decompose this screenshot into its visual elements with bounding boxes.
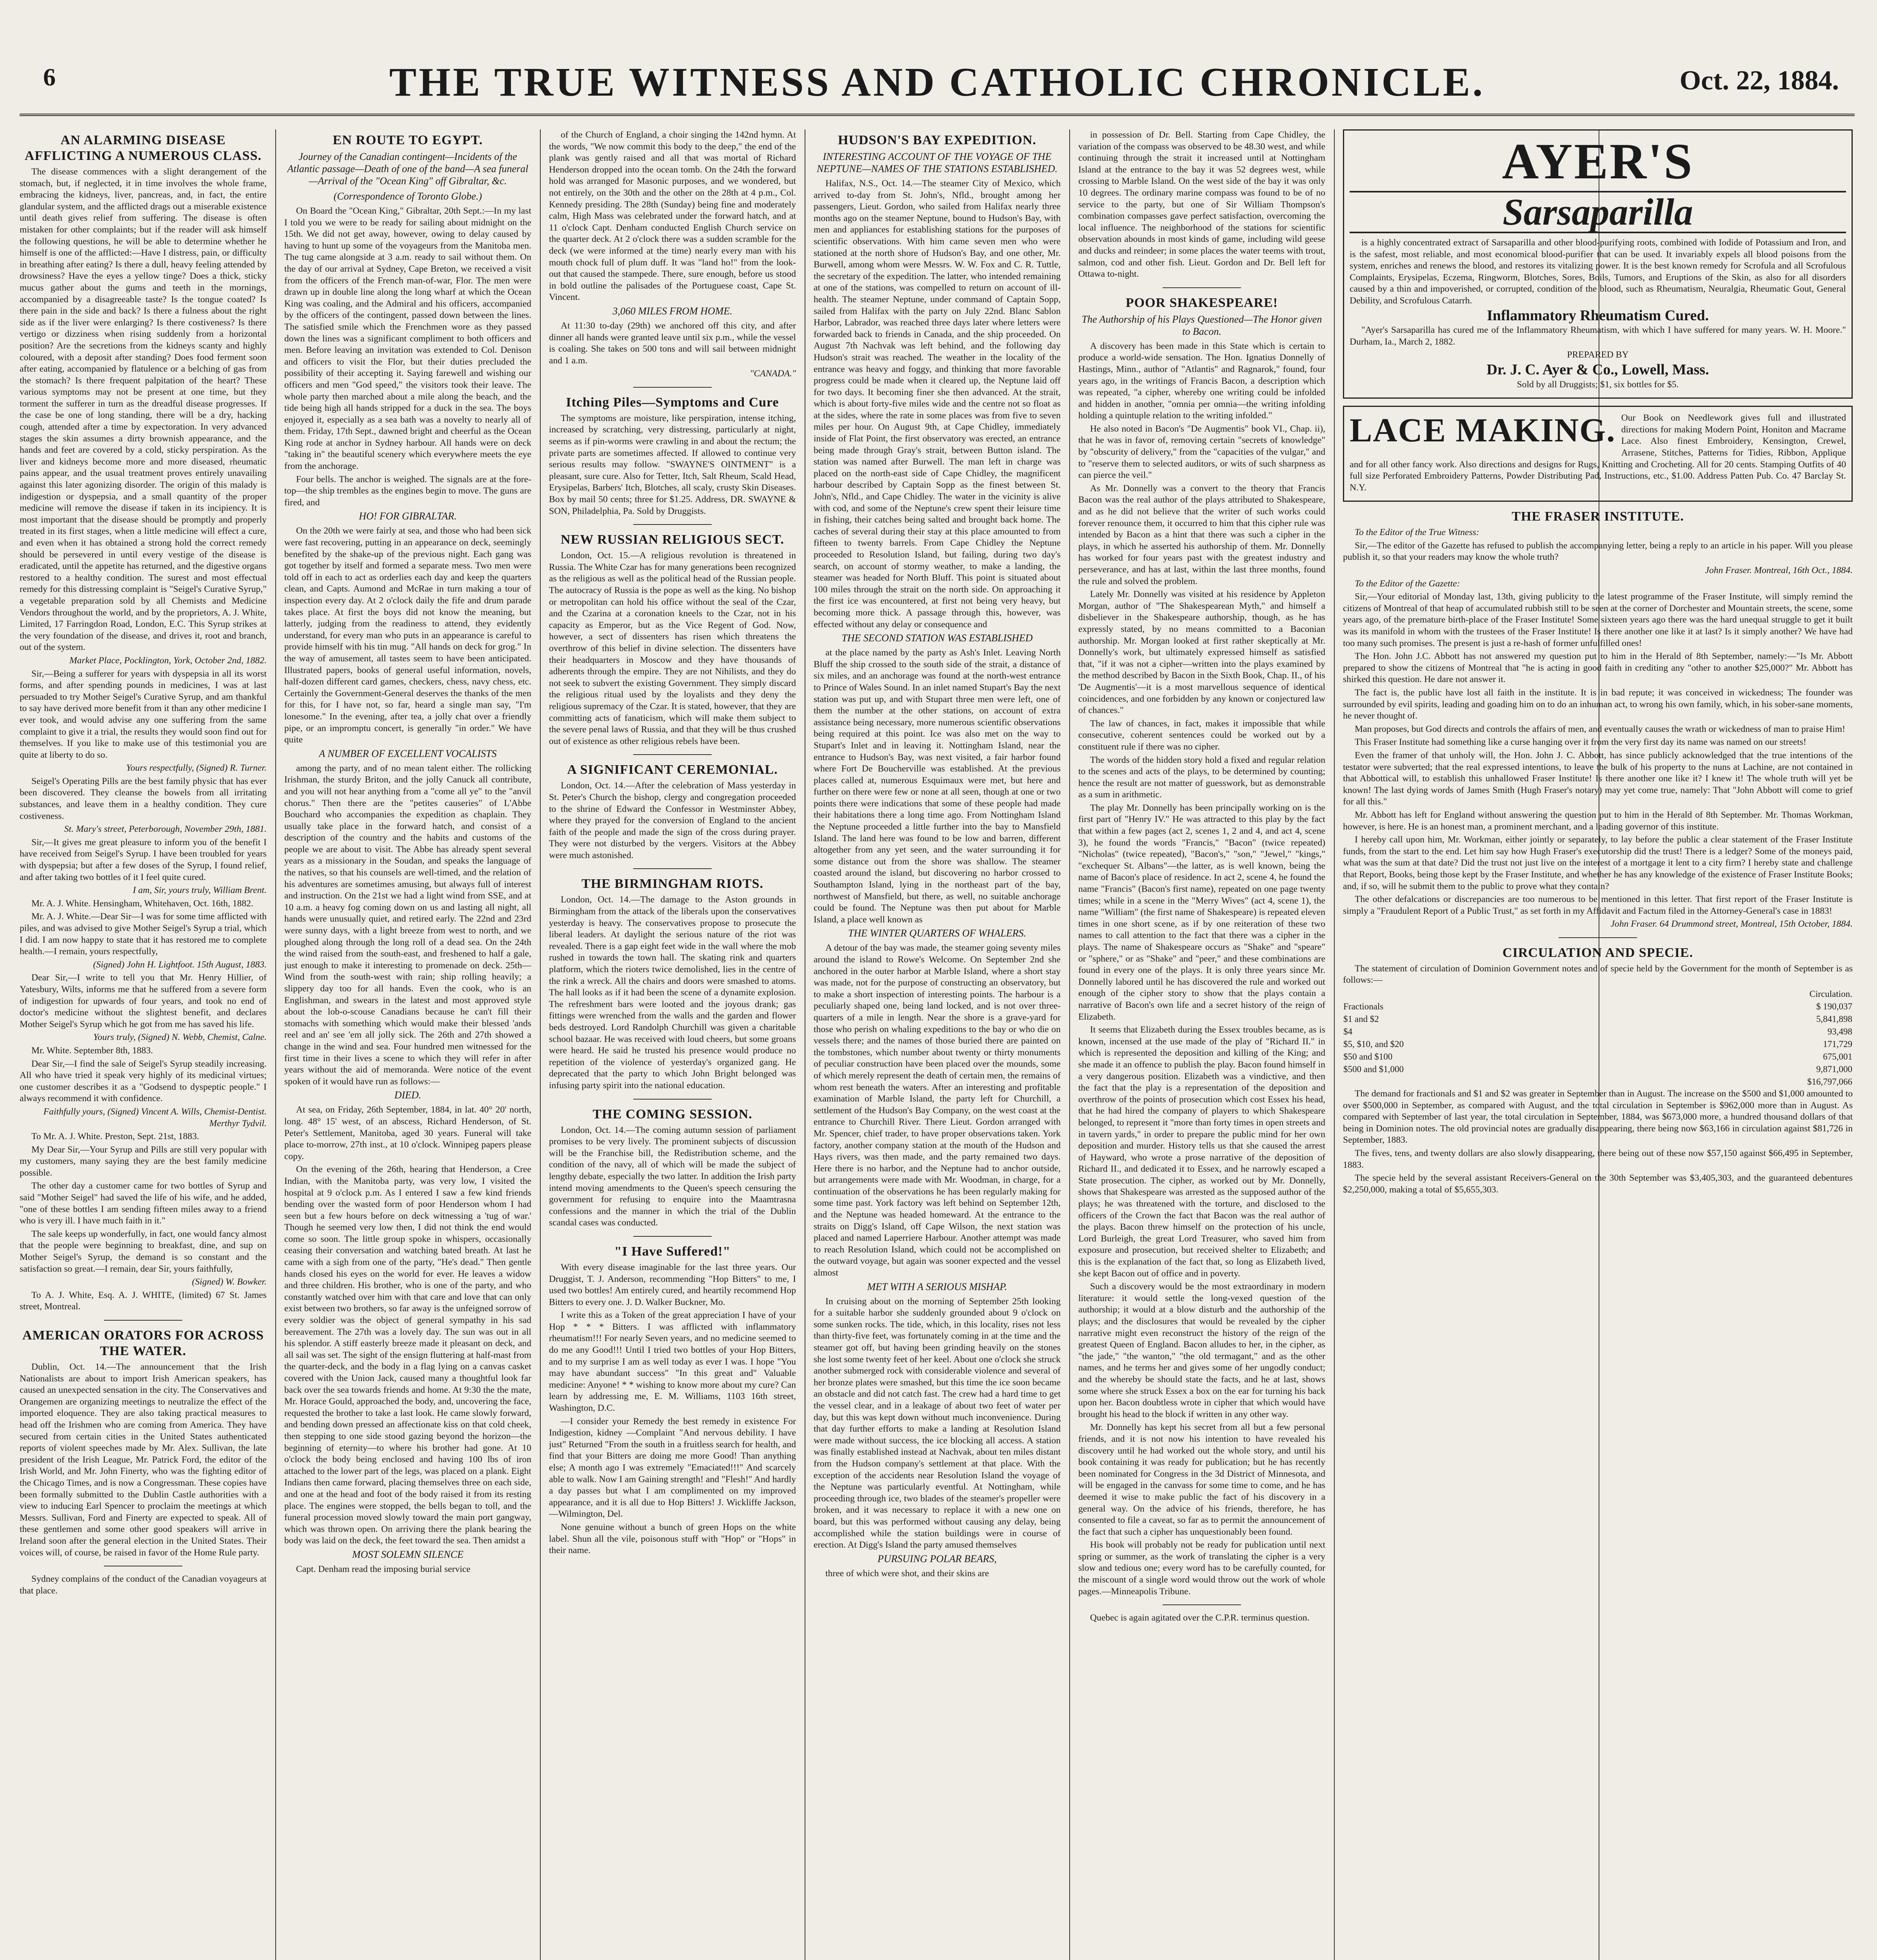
article-paragraph: The Hon. John J.C. Abbott has not answered my question put to him in the Herald of 8th September, namely:—"Is Mr. Abbott prepared to show the citizens of Montreal that "he is acting in good faith in crediting any "other to another $25,000?" Mr. Abbott has shirked this question. He dare not answer it.: [1343, 651, 1853, 685]
table-cell-label: $500 and $1,000: [1343, 1064, 1404, 1074]
article-paragraph: London, Oct. 14.—The damage to the Aston grounds in Birmingham from the attack of the liberals upon the conservatives yesterday is heavy. The conservatives propose to prosecute the liberal leaders. At daylight the serious nature of the riot was revealed. There is a gap eight feet wide in the wall where the mob rushed in towards the town hall. The skating rink and quarters platform, which the rioters twice demolished, lies in the centre of the rink a wreck. All the chairs and doors were smashed to atoms. The hall looks as if it had been the scene of a dynamite explosion. The refreshment bars were looted and the joyous drank; gas fittings were wrenched from the walls and the garden and flower beds destroyed. Lord Randolph Churchill was given a charitable school bazaar. He was received with loud cheers, but some groans were heard. He said he trusted his presence would produce no repetition of the violence of yesterday's organized gang. He deprecated that the party to which John Bright belonged was infusing party spirit into the national education.: [549, 895, 796, 1091]
article-paragraph: Lately Mr. Donnelly was visited at his residence by Appleton Morgan, author of "The Shakespearean Myth," and himself a disbeliever in the Shakespeare authorship, though, as he has expressly stated, by no means committed to a Baconian authorship. Mr. Morgan looked at first rather skeptically at Mr. Donnelly's work, but ultimately expressed himself as satisfied that, "if it was not a cipher—written into the plays examined by the method described by Bacon in the Sixth Book, Chap. II., of his 'De Augmentis'—it is a most marvellous sequence of identical coincidences, and one forbidden by any known or conjectured law of chances.": [1078, 589, 1325, 716]
article-headline: POOR SHAKESPEARE!: [1125, 295, 1278, 310]
section-divider: [633, 1236, 712, 1237]
article-paragraph: The demand for fractionals and $1 and $2 was greater in September than in August. The increase on the $500 and $1,000 amounted to over $500,000 in September, as compared with August, and the total circulation in September is $962,000 more than in August. As compared with September of last year, the total circulation in September, 1884, was $673,000 more, a hundred thousand dollars of that being in Dominion notes. The old provincial notes are gradually disappearing, there being now $63,166 in circulation against $81,726 in September, 1883.: [1343, 1089, 1853, 1145]
article-headline: A SIGNIFICANT CEREMONIAL.: [567, 762, 778, 777]
section-subheading: PURSUING POLAR BEARS,: [877, 1553, 997, 1564]
article-paragraph: This Fraser Institute had something like a curse hanging over it from the very first day its name was named on our streets!: [1355, 737, 1806, 748]
circulation-table: [1343, 988, 1853, 1088]
column-5: [1078, 129, 1325, 1960]
article-paragraph: Quebec is again agitated over the C.P.R. terminus question.: [1090, 1613, 1310, 1623]
ad-brand-title: AYER'S: [1502, 133, 1694, 190]
letter-signature: Faithfully yours, (Signed) Vincent A. Wills, Chemist-Dentist. Merthyr Tydvil.: [43, 1106, 267, 1129]
letter-signature: John Fraser. Montreal, 16th Oct., 1884.: [1705, 565, 1853, 576]
article-paragraph: among the party, and of no mean talent either. The rollicking Irishman, the sturdy Briton, and the jolly Canuck all contribute, and you will not hear anything from a "come all ye" to the "anvil chorus." Then there are the "petites causeries" of L'Abbe Bouchard who accompanies the expedition as chaplain. They usually take place in the forward hatch, and consist of a description of the country and the habits and customs of the people we are about to visit. The Abbe has already spent several years as a missionary in the Soudan, and speaks the language of the natives, so that his counsels are well-timed, and the relation of his adventures are sometimes amusing, but always full of interest and instruction. On the 21st we had a light wind from SSE, and at 10 a.m. a heavy fog coming down on us and lasting all night, all hands were unusually quiet, and retired early. The 22nd and 23rd were sunny days, with a light breeze from west to north, and we ploughed along through the long roll of a dead sea. On the 24th the wind raised from the south-east, and freshened to half a gale, just enough to make it interesting to promenade on deck. 25th—Wind from the south-west with rain; ship rolling heavily; a slippery day too for all hands. Even the cook, who is an Englishman, and swears in the latest and most approved style about the lob-o-scouse Canadians because he can't fill their stomachs with something which would make their blessed 'ands reel and an' see 'em all jolly sick. The 26th and 27th showed a change in the wind and sea. Four hundred men witnessed for the first time in their lives a scene to which they will refer in after years without the aid of memoranda. Were notice of the event spoken of it would have run as follows:—: [284, 763, 531, 1087]
advertisement-headline: "I Have Suffered!": [614, 1244, 731, 1259]
letter-signature: (Signed) John H. Lightfoot. 15th August, 1883.: [93, 959, 267, 970]
article-paragraph: Sydney complains of the conduct of the Canadian voyageurs at that place.: [20, 1574, 267, 1596]
article-paragraph: Sir,—Your editorial of Monday last, 13th, giving publicity to the latest programme of the Fraser Institute, will simply remind the citizens of Montreal of that heap of accumulated rubbish still to be seen at the corner of Dorchester and Mountain streets, the scene, some years ago, of the premature birth-place of the Fraser Institute! Some sixteen years ago there was the hard unequal struggle to get it built was its manifold in whom with the trustees of the Fraser Institute! Is there another one like it at last? Is it simply another? We have had too many such promises. The present is just a re-hash of former unfulfilled ones!: [1343, 592, 1853, 648]
section-subheading: THE SECOND STATION WAS ESTABLISHED: [841, 632, 1033, 644]
column-rule: [1069, 129, 1070, 1960]
article-paragraph: A discovery has been made in this State which is certain to produce a world-wide sensation. The Hon. Ignatius Donnelly of Hastings, Minn., author of "Atlantis" and Ragnarok," found, four years ago, in the writings of Francis Bacon, a description which was repeated, "a cipher, whereby one writing could be infolded and hidden in another, "omnia per omnia—the writing infolding holding a quintuple relation to the writing infolded.": [1078, 341, 1325, 421]
article-paragraph: It seems that Elizabeth during the Essex troubles became, as is known, incensed at the use made of the play of "Richard II." in which is represented the deposition and killing of the King; and she made it an offence to publish the play. Bacon found himself in a very dangerous position. Elizabeth was a vindictive, and then the fact that the play is a representation of the deposition and overthrow of the points of prosecution which cost Essex his head, that he had hired the company of players to which Shakespeare belonged, to represent it "more than forty times in open streets and in tavern yards," in order to prepare the public mind for her own deposition and murder. History tells us that she caused the arrest of Hayward, who wrote a prose narrative of the deposition of Richard II., and dedicated it to Essex, and he narrowly escaped a State prosecution. The cipher, as worked out by Mr. Donnelly, shows that Shakespeare was arrested as the supposed author of the plays; he was threatened with the torture, and disclosed to the officers of the Crown the fact that Bacon was the real author of the plays. Bacon threw himself on the protection of his uncle, Lord Burleigh, the great Lord Treasurer, who saved him from exposure and prosecution, but received shelter to Elizabeth; and this is the explanation of the fact that, so long as Elizabeth lived, she kept Bacon out of office and in poverty.: [1078, 1025, 1325, 1279]
advertisement-text: With every disease imaginable for the last three years. Our Druggist, T. J. Anderson, recommending "Hop Bitters" to me, I used two bottles! Am entirely cured, and heartily recommend Hop Bitters to every one. J. D. Walker Buckner, Mo.: [549, 1262, 796, 1307]
column-1: [20, 129, 267, 1960]
article-paragraph: The play Mr. Donnelly has been principally working on is the first part of "Henry IV." He was attracted to this play by the fact that within a few pages (act 2, scenes 1, 2 and 4, and act 4, scene 3), he found the words "Francis," "Bacon" (twice repeated) "Nicholas" (twice repeated), "Bacon's," "son," "Jewel," "kings," "exchequer St. Albans"—the latter, as is well known, being the name of Bacon's place of residence. In act 2, scene 4, he found the name "Francis" (Bacon's first name), repeated on one page twenty times; while in a scene in the "Merry Wives" (act 4, scene 1), the name "William" (the first name of Shakespeare) is repeated eleven times in one short scene, as if by one reiteration of these two names to call attention to the fact that there was a cipher in the plays. The name of Shakespeare occurs as "Shake" and "speare" or "sphere," or as "Shake" and "peer," and these combinations are found in every one of the plays. It is only three years since Mr. Donnelly labored until he has discovered the rule and worked out enough of the cipher story to show that the plays contain a narrative of Bacon's own life and a secret history of the reign of Elizabeth.: [1078, 802, 1325, 1022]
newspaper-page: [20, 16, 1855, 1960]
article-paragraph: On Board the "Ocean King," Gibraltar, 20th Sept.:—In my last I told you we were to be ready for sailing about midnight on the 15th. We did not get away, however, owing to delay caused by having to hunt up some of the voyageurs from the Manitoba men. The tug came alongside at 3 a.m. ready to sail without them. On the day of our arrival at Sydney, Cape Breton, we received a visit from the officers of the French man-of-war, Flor. The men were drawn up in double line along the long wharf at which the Ocean King was coaling, and the Admiral and his officers, accompanied by the officers of the contingent, passed down between the lines. The satisfied smile which the Frenchmen wore as they passed down the lines was a significant compliment to both officers and men. Before leaving an invitation was extended to Col. Denison and officers to visit the Flor, but their duties precluded the possibility of their accepting it. Saying farewell and wishing our officers and men "God speed," the visitors took their leave. The whole party then marched about a mile along the beach, and the tide being high all hands stripped for a duck in the sea. The boys enjoyed it, especially as a sea bath was a novelty to nearly all of them. Friday, 17th Sept., dawned bright and cheerful as the Ocean King rode at anchor in Sydney harbour. All hands were on deck "taking in" the beautiful scenery which everywhere meets the eye from the anchorage.: [284, 206, 531, 472]
table-cell-value: $ 190,037: [1816, 1002, 1852, 1012]
section-subheading: A NUMBER OF EXCELLENT VOCALISTS: [319, 748, 497, 759]
letter-salutation: To the Editor of the True Witness:: [1355, 527, 1479, 538]
section-divider: [1163, 287, 1241, 288]
article-paragraph: Capt. Denham read the imposing burial service: [296, 1564, 471, 1574]
article-paragraph: Dublin, Oct. 14.—The announcement that the Irish Nationalists are about to import Irish American speakers, has caused an unexpected sensation in the city. The Conservatives and Orangemen are organizing meetings to neutralize the effect of the imported eloquence. They are also taking practical measures to head off the Irishmen who are coming from America. They have secured from certain cities in the United States authenticated reports of violent speeches made by Mr. Alex. Sullivan, the late president of the Irish League, Mr. Patrick Ford, the editor of the Irish World, and Mr. John Finerty, who was the fighting editor of the Chicago Times, and is now a Congressman. These copies have been formally submitted to the Dublin Castle authorities with a view to inducing Earl Spencer to proclaim the meetings at which Messrs. Sullivan, Ford and Finerty are expected to speak. All of these gentlemen and some other good speakers will arrive in Ireland soon after the general election in the United States. Their voices will, of course, be raised in favor of the Home Rule party.: [20, 1362, 267, 1558]
article-headline: CIRCULATION AND SPECIE.: [1502, 945, 1693, 960]
article-paragraph: at the place named by the party as Ash's Inlet. Leaving North Bluff the ship crossed to the south side of the strait, a distance of six miles, and an anchorage was found at the north-west entrance to Prince of Wales Sound. In an inlet named Stupart's Bay the next station was put up, and with Stupart three men were left, one of them the number at the other stations, on account of extra assistance being necessary, more numerous scientific observations being required at this point. Ice was also met on the way to Stupart's Inlet and in leaving it. Nottingham Island, near the entrance to Hudson's Bay, was next visited, a fair harbor found where Fort De Boucherville was established. At the previous places called at, numerous Esquimaux were met, but here and further on there were few or none at all seen, though at one or two points there were indications that some of these people had made their habitations there a long time ago. From Nottingham Island the Neptune proceeded a little further into the bay to Mansfield Island. The land here was found to be low and barren, different altogether from any yet seen, and the water surrounding it for some distance out from the shore was shallow. The steamer coasted around the island, but discovering no harbor crossed to Southampton Island, lying in the northeast part of the bay, northwest of Mansfield, but there, as well, no suitable anchorage could be found. The Neptune was then put about for Marble Island, a place well known as: [814, 648, 1061, 925]
article-paragraph: Such a discovery would be the most extraordinary in modern literature: it would settle the long-vexed question of the authorship; it would at a blow disturb and the authorship of the plays; and the disclosures that would be revealed by the cipher narrative might even reconstruct the history of the reign of the greatest Queen of England. Bacon alludes to her, in the cipher, as "the jade," "the wanton," "the old termagant," and as the other names, and he terms her and gives some of her ungodly conduct; and the whereby be should state the facts, and he at last, shows some where she struck Essex a box on the ear for turning his back upon her. Bacon doubtless wrote in cipher that which would have brought his head to the block if written in any other way.: [1078, 1281, 1325, 1419]
column-3: [549, 129, 796, 1960]
article-paragraph: He also noted in Bacon's "De Augmentis" book VI., Chap. ii), that he was in favor of, removing certain "secrets of knowledge" by "obscurity of delivery," from the "capacities of the vulgar," and to "reserve them to selected auditors, or wits of such sharpness as can pierce the veil.": [1078, 423, 1325, 481]
letter-signature: Yours truly, (Signed) N. Webb, Chemist, Calne.: [93, 1032, 267, 1043]
article-paragraph: At sea, on Friday, 26th September, 1884, in lat. 40° 20' north, long. 48° 15' west, of an abscess, Richard Henderson, of St. Peter's Settlement, Manitoba, aged 30 years. Funeral will take place to-morrow, 27th inst., at 10 o'clock. Winnipeg papers please copy.: [284, 1105, 531, 1161]
article-paragraph: Sir,—The editor of the Gazette has refused to publish the accompanying letter, being a reply to an article in his paper. Will you please publish it, so that your readers may know the whole truth?: [1343, 540, 1853, 563]
article-paragraph: On the evening of the 26th, hearing that Henderson, a Cree Indian, with the Manitoba party, was very low, I visited the hospital at 9 o'clock p.m. As I entered I saw a few kind friends bending over the wasted form of poor Henderson whom I had seen but a few hours before on deck witnessing a 'tug of war.' Though he seemed very low then, I did not think the end would come so soon. The little group spoke in whispers, occasionally ceasing their conversation and watching bated breath. At last he came with a sigh from one of the party, "He's dead." Then gentle hands closed his eyes on the world for ever. He leaves a widow and three children. His brother, who is one of the party, and who constantly watched over him with that care and love that can only exist between two brothers, so far away is the unfeigned sorrow of every soldier was the object of general sympathy in his sad bereavement. The 27th was a lovely day. The sun was out in all his splendor. A stiff easterly breeze made it pleasant on deck, and all sail was set. The sight of the ensign fluttering at half-mast from the quarter-deck, and the body in a flag lying on a canvas casket covered with the Union Jack, caused many a thoughtful look far back over the sea towards friends and home. At 9:30 the the mate, Mr. Horace Gould, approached the body, and, uncovering the face, requested the brother to take a last look. He came slowly forward, and bending down pressed an affectionate kiss on that cold cheek, then stepping to one side stood gazing beyond the horizon—the beginning of eternity—to where his brother had gone. At 10 o'clock the body being enclosed and having 100 lbs of iron attached to the lower part of the legs, was placed on a plank. Eight Indians then came forward, placing themselves three on each side, and one at the head and foot of the body raised it from its resting place. The engines were stopped, the bells began to toll, and the funeral procession moved slowly toward the main port gangway, which was thrown open. On arriving there the plank bearing the body was laid on the deck, the feet toward the sea. Then amidst a: [284, 1164, 531, 1546]
article-paragraph: On the 20th we were fairly at sea, and those who had been sick were fast recovering, putting in an appearance on deck, seemingly benefited by the shake-up of the previous night. Each gang was got together by itself and formed a separate mess. Two men were told off in each to act as orderlies each day and keep the quarters clean, and Capts. Aumond and McRae in turn making a tour of inspection every day. At 2 o'clock daily the fife and drum parade takes place. At first the boys did not know the meaning, but latterly, judging from the readiness to attend, they evidently understand, for every man who puts in an appearance is careful to provide himself with his tin mug. "All hands on deck for grog." In the way of amusement, all tastes seem to have been anticipated. Illustrated papers, books of general useful information, novels, half-dozen different card games, checkers, chess, navy chess, etc. Certainly the Government-General deserves the thanks of the men for this, for I have not, so far, heard a single man say, "I'm lonesome." In the evening, after tea, a jolly chat over a friendly pipe, or an impromptu concert, is generally "in order." We have quite: [284, 526, 531, 745]
table-row: [1343, 1038, 1853, 1051]
advertisement-text: I write this as a Token of the great appreciation I have of your Hop * * * Bitters. I was afflicted with inflammatory rheumatism!!! For nearly Seven years, and no medicine seemed to do me any Good!!! Until I tried two bottles of your Hop Bitters, and to my surprise I am as well today as ever I was. I hope "You may have abundant success" "In this great and" Valuable medicine: Anyone! * * wishing to know more about my cure? Can learn by addressing me, E. M. Williams, 1103 16th street, Washington, D.C.: [549, 1310, 796, 1414]
article-paragraph: The symptoms are moisture, like perspiration, intense itching, increased by scratching, very distressing, particularly at night, seems as if pin-worms were crawling in and about the rectum; the private parts are sometimes affected. If allowed to continue very serious results may follow. "SWAYNE'S OINTMENT" is a pleasant, sure cure. Also for Tetter, Itch, Salt Rheum, Scald Head, Erysipelas, Barbers' Itch, Blotches, all scaly, crusty Skin Diseases. Box by mail 50 cents; three for $1.25. Address, DR. SWAYNE & SON, Philadelphia, Pa. Sold by Druggists.: [549, 413, 796, 516]
advertisement-text: Our Book on Needlework gives full and illustrated directions for making Modern Point, Honiton and Macrame Lace. Also finest Embroidery, Kensington, Crewel, Arrasene, Stitches, Patterns for Tidies, Ribbon, Applique and for all other fancy work. Also directions and designs for Rugs, Knitting and Crocheting. All for 20 cents. Stamping Outfits of 40 full size Perforated Embroidery Patterns, Powder Distributing Pad, Instructions, etc., $1.00. Address Patten Pub. Co. 47 Barclay St. N.Y.: [1350, 413, 1846, 493]
article-paragraph: three of which were shot, and their skins are: [825, 1568, 989, 1579]
article-headline: Itching Piles—Symptoms and Cure: [566, 395, 779, 410]
table-cell-value: 675,001: [1823, 1052, 1852, 1062]
letter-salutation: To the Editor of the Gazette:: [1355, 578, 1460, 589]
article-headline: THE FRASER INSTITUTE.: [1512, 509, 1684, 524]
letter-dateline: To Mr. A. J. White. Preston, Sept. 21st, 1883.: [31, 1131, 199, 1142]
article-paragraph: The fact is, the public have lost all faith in the institute. It is in bad repute; it was conceived in wickedness; The founder was surrounded by evil spirits, leading and goading him on to do an inhuman act, to wrong his own family, which, in his sober-sane moments, he never thought of.: [1343, 688, 1853, 721]
letter-dateline: Market Place, Pocklington, York, October 2nd, 1882.: [69, 655, 267, 666]
column-6: [1343, 129, 1853, 1960]
article-paragraph: Dear Sir,—I find the sale of Seigel's Syrup steadily increasing. All who have tried it speak very highly of its medicinal virtues; one customer describes it as a "Godsend to dyspeptic people." I always recommend it with confidence.: [20, 1058, 267, 1104]
table-cell-value: 9,871,000: [1816, 1064, 1852, 1074]
section-divider: [633, 387, 712, 388]
article-paragraph: The words of the hidden story hold a fixed and regular relation to the scenes and acts of the plays, to be determined by counting; hence the result are not matter of guesswork, but as demonstrable as a sum in arithmetic.: [1078, 755, 1325, 800]
column-rule: [275, 129, 276, 1960]
column-2: [284, 129, 531, 1960]
article-headline: THE COMING SESSION.: [592, 1107, 752, 1122]
article-paragraph: Mr. Abbott has left for England without answering the question put to him in the Herald of 8th September. Mr. Thomas Workman, however, is here. He is an honest man, a prominent merchant, and a leading governor of this institute.: [1343, 809, 1853, 832]
section-divider: [633, 868, 712, 869]
section-divider: [104, 1320, 182, 1321]
letter-dateline: St. Mary's street, Peterborough, November 29th, 1881.: [64, 824, 267, 835]
table-row: [1343, 1000, 1853, 1013]
article-headline: THE BIRMINGHAM RIOTS.: [581, 877, 763, 891]
article-paragraph: Sir,—Being a sufferer for years with dyspepsia in all its worst forms, and after spending pounds in medicines, I was at last persuaded to try Mother Seigel's Curative Syrup, and am thankful to say have derived more benefit from it than any other medicine I ever took, and would advise any one suffering from the same complaint to give it a trial, the results they would soon find out for themselves. If you like to make use of this testimonial you are quite at liberty to do so.: [20, 668, 267, 760]
article-paragraph: Halifax, N.S., Oct. 14.—The steamer City of Mexico, which arrived to-day from St. John's, Nfld., brought among her passengers, Lieut. Gordon, who sailed from Halifax nearly three months ago on the steamer Neptune, bound to Hudson's Bay, with men and appliances for establishing stations for the purposes of scientific observations. With him came seven men who were stationed at the north shore of Hudson's Bay, and one other, Mr. Burwell, among whom were Messrs. W. W. Fox and C. R. Tuttle, the secretary of the expedition. The latter, who intended remaining at one of the stations, was compelled to return on account of ill-health. The steamer Neptune, under command of Captain Sopp, sailed from Halifax with the party on July 22nd. Blanc Sablon Harbor, Labrador, was reached three days later where letters were forwarded back to friends in Canada, and the ship proceeded. On August 7th Nachvak was left behind, and the following day Hudson's strait was reached. The weather in the locality of the entrance was heavy and foggy, and thinking that more favorable progress could be made when it cleared up, the Neptune laid off for two days. It becoming finer she then advanced. At the strait, which is about forty-five miles wide and the centre not so float as at the sides, where the rate in some places was from five to seven miles per hour. On August 9th, at Cape Chidley, immediately inside of Flat Point, the first observatory was erected, an entrance being made through Gray's strait, between Button island. The station was named after Burwell. The man left in charge was placed on the north-east side of Cape Chidley, the magnificent harbour described by Captain Sopp as the finest between St. John's, Nfld., and Cape Chidley. The water in the vicinity is alive with cod, and some of the Neptune's crew spent their leisure time in fishing, their catches being salted and brought back home. The caches of several during their stay at this place amounted to from fifteen to twenty barrels. From Cape Chidley the Neptune proceeded to Resolution Island, but failing, during two day's search, on account of stormy weather, to make a landing, the steamer was headed for North Bluff. This point is situated about 100 miles through the strait on the north side. On approaching it the first ice was encountered, at first not being very heavy, but becoming more thick. A passage through this, however, was effected without any delay or consequence and: [814, 178, 1061, 630]
letter-signature: John Fraser. 64 Drummond street, Montreal, 15th October, 1884.: [1610, 919, 1853, 929]
article-paragraph: Dear Sir,—I write to tell you that Mr. Henry Hillier, of Yatesbury, Wilts, informs me that he suffered from a severe form of indigestion for upwards of four years, and took no end of doctor's medicine without the slightest benefit, and declares Mother Seigel's Syrup which he got from me has saved his life.: [20, 973, 267, 1029]
table-total: $16,797,066: [1807, 1077, 1852, 1087]
article-byline: (Correspondence of Toronto Globe.): [333, 191, 482, 202]
table-total-row: [1343, 1076, 1853, 1088]
article-paragraph: I hereby call upon him, Mr. Workman, either jointly or separately, to lay before the public a clear statement of the Fraser Institute funds, from the start to the end. Let him say how Hugh Fraser's executorship did the trust! There is a ledger? Some of the moneys paid, what was the sum at that date? Did the trust not just live on the interest of a mortgage it lent to a city firm? I hereby state and challenge that Report, Books, being those kept by the Fraser Institute, and whether he has any knowledge of the existence of Fraser Institute Books; and, if so, will he submit them to the public to prove what they contain?: [1343, 835, 1853, 891]
article-paragraph: London, Oct. 14.—After the celebration of Mass yesterday in St. Peter's Church the bishop, clergy and congregation proceeded to the shrine of Edward the Confessor in Westminster Abbey, where they prayed for the conversion of England to the ancient faith of the people and made the sign of the cross during prayer. They were not disturbed by the vergers. Visitors at the Abbey were much astonished.: [549, 780, 796, 860]
article-paragraph: London, Oct. 14.—The coming autumn session of parliament promises to be very lively. The prominent subjects of discussion will be the Franchise bill, the Redistribution scheme, and the condition of the navy, all of which will be made the subject of lengthy debate, especially the two latter. In addition the Irish party intend moving amendments to the Queen's speech censuring the government for refusing to enquire into the Maamtrasna confessions and the manner in which the trial of the Dublin scandal cases was conducted.: [549, 1125, 796, 1228]
section-subheading: 3,060 MILES FROM HOME.: [612, 305, 732, 317]
section-divider: [633, 1099, 712, 1100]
article-paragraph: The other defalcations or discrepancies are too numerous to be mentioned in this letter. That first report of the Fraser Institute is simply a "Fraudulent Report of a Public Trust," as set forth in my Affidavit and Factum filed in the Attorney-General's case in 1883!: [1343, 894, 1853, 916]
article-paragraph: As Mr. Donnelly was a convert to the theory that Francis Bacon was the real author of the plays attributed to Shakespeare, and as he did not believe that the writer of such works could forever renounce them, it occurred to him that this cipher rule was intended by Bacon as a hint that there was such a cipher in the plays, in which he asserted his authorship of them. Mr. Donnelly has worked for four years past with the greatest industry and perseverance, and has at last, within the last three months, found the rule and solved the problem.: [1078, 483, 1325, 586]
article-subheadline: The Authorship of his Plays Questioned—The Honor given to Bacon.: [1081, 313, 1322, 337]
article-paragraph: Mr. A. J. White.—Dear Sir—I was for some time afflicted with piles, and was advised to give Mother Seigel's Syrup a trial, which I did. I am now happy to state that it has restored me to complete health.—I remain, yours respectfully,: [20, 911, 267, 957]
ad-brand-title: LACE MAKING.: [1350, 411, 1616, 449]
article-paragraph: The sale keeps up wonderfully, in fact, one would fancy almost that the people were beginning to breakfast, dine, and sup on Mother Seigel's Syrup, the demand is so constant and the satisfaction so great.—I remain, dear Sir, yours faithfully,: [20, 1229, 267, 1274]
article-paragraph: The statement of circulation of Dominion Government notes and of specie held by the Government for the month of September is as follows:—: [1343, 963, 1853, 985]
section-subheading: MOST SOLEMN SILENCE: [352, 1548, 464, 1560]
table-cell-label: $1 and $2: [1343, 1014, 1379, 1024]
table-cell-value: 93,498: [1827, 1027, 1852, 1037]
article-paragraph: Four bells. The anchor is weighed. The signals are at the fore-top—the ship trembles as the engines begin to move. The guns are fired, and: [284, 474, 531, 508]
article-signature: "CANADA.": [750, 368, 796, 379]
article-paragraph: His book will probably not be ready for publication until next spring or summer, as the work of translating the cipher is a very slow and tedious one; every word has to be carefully counted, for the miscount of a single word would throw out the work of whole pages.—Minneapolis Tribune.: [1078, 1540, 1325, 1597]
section-subheading: THE WINTER QUARTERS OF WHALERS.: [848, 927, 1027, 939]
table-cell-label: $50 and $100: [1343, 1052, 1393, 1062]
advertisement-text: None genuine without a bunch of green Hops on the white label. Shun all the vile, poisonous stuff with "Hop" or "Hops" in their name.: [549, 1522, 796, 1556]
table-cell-value: 5,841,898: [1816, 1014, 1852, 1024]
article-paragraph: The other day a customer came for two bottles of Syrup and said "Mother Seigel" had saved the life of his wife, and he added, "one of these bottles I am sending fifteen miles away to a friend who is very ill. I have much faith in it.": [20, 1181, 267, 1226]
article-paragraph: The disease commences with a slight derangement of the stomach, but, if neglected, it in time involves the whole frame, embracing the kidneys, liver, pancreas, and, in fact, the entire glandular system, and the afflicted drags out a miserable existence until death gives relief from suffering. The disease is often mistaken for other complaints; but if the reader will ask himself the following questions, he will be able to determine whether he himself is one of the afflicted:—Have I distress, pain, or difficulty in breathing after eating? Is there a dull, heavy feeling attended by drowsiness? Have the eyes a yellow tinge? Does a thick, sticky mucus gather about the gums and teeth in the mornings, accompanied by a disagreeable taste? Is the tongue coated? Is there pain in the side and back? Is there a fulness about the right side as if the liver were enlarging? Is there costiveness? Is there vertigo or dizziness when rising suddenly from a horizontal position? Are the secretions from the kidneys scanty and highly coloured, with a deposit after standing? Does food ferment soon after eating, accompanied by flatulence or a belching of gas from the stomach? Is there frequent palpitation of the heart? These various symptoms may not be present at one time, but they torment the sufferer in turn as the dreadful disease progresses. If the case be one of long standing, there will be a dry, hacking cough, attended after a time by expectoration. In very advanced stages the skin assumes a dirty brownish appearance, and the hands and feet are covered by a cold, sticky perspiration. As the liver and kidneys become more and more diseased, rheumatic pains appear, and the usual treatment proves entirely unavailing against this later agonizing disorder. The origin of this malady is indigestion or dyspepsia, and a small quantity of the proper medicine will remove the disease if taken in its incipiency. It is most important that the disease should be promptly and properly treated in its first stages, when a little medicine will effect a cure, and even when it has obtained a strong hold the correct remedy should be persevered in until every vestige of the disease is eradicated, until the appetite has returned, and the digestive organs restored to a healthy condition. The surest and most effectual remedy for this distressing complaint is "Seigel's Curative Syrup," a vegetable preparation sold by all Chemists and Medicine Vendors throughout the world, and by the proprietors, A. J. White, Limited, 17 Farringdon Road, London, E.C. This Syrup strikes at the very foundation of the disease, and drives it, root and branch, out of the system.: [20, 167, 267, 653]
article-paragraph: Sir,—It gives me great pleasure to inform you of the benefit I have received from Seigel's Syrup. I have been troubled for years with dyspepsia; but after a few doses of the Syrup, I found relief, and after taking two bottles of it I feel quite cured.: [20, 837, 267, 882]
ad-sold-by: Sold by all Druggists; $1, six bottles for $5.: [1517, 379, 1679, 390]
article-paragraph: The law of chances, in fact, makes it impossible that while consecutive, coherent sentences could be worked out by a constituent rule if there was no cipher.: [1078, 718, 1325, 752]
letter-dateline: Mr. White. September 8th, 1883.: [31, 1045, 153, 1056]
section-divider: [633, 754, 712, 755]
article-paragraph: in possession of Dr. Bell. Starting from Cape Chidley, the variation of the compass was observed to be 48.30 west, and while continuing through the strait it increased until at Nottingham Island at the entrance to the bay it was 52 degrees west, while crossing to Marble Island. On the west side of the bay it was only 10 degrees. The ordinary marine compass was found to be of no service to the party, but one of Sir William Thompson's combination compasses gave perfect satisfaction, overcoming the local influence. The neighborhood of the stations for scientific observation abounds in most kinds of game, including wild geese and ducks and reindeer; in some places the water teems with trout, salmon, cod and other fish. Lieut. Gordon and Dr. Bell left for Ottawa to-night.: [1078, 130, 1325, 279]
advertisement-text: "Ayer's Sarsaparilla has cured me of the Inflammatory Rheumatism, with which I have suffered for many years. W. H. Moore." Durham, Ia., March 2, 1882.: [1350, 325, 1846, 347]
table-cell-label: Fractionals: [1343, 1002, 1384, 1012]
ad-prepared-by: PREPARED BY: [1567, 350, 1629, 360]
table-cell-label: $5, $10, and $20: [1343, 1039, 1404, 1049]
table-header: Circulation.: [1809, 989, 1852, 999]
ad-subheading: Inflammatory Rheumatism Cured.: [1486, 307, 1709, 324]
letter-dateline: Mr. A. J. White. Hensingham, Whitehaven, Oct. 16th, 1882.: [31, 898, 253, 909]
issue-date: Oct. 22, 1884.: [1679, 65, 1839, 96]
article-paragraph: In cruising about on the morning of September 25th looking for a suitable harbor she suddenly grounded about 9 o'clock on some sunken rocks. The tide, which, in this locality, rises not less than thirty-five feet, was fortunately coming in at the time and the steamer got off, but having been grinding heavily on the stones she lost some twenty feet of her keel. About one o'clock she struck another submerged rock with considerable violence and several of her bronze plates were smashed, but this time the ice soon became an obstacle and did not catch fast. The crew had a hard time to get the vessel clear, and in a leakage of about two feet of water per day, but this was kept down without much inconvenience. During that day further efforts to make a landing at Resolution Island were made without success, the ice blocking all access. A station was finally established instead at Nachvak, about ten miles distant from the Hudson company's settlement at that place. With the exception of the accidents near Resolution Island the voyage of the Neptune was particularly eventful. At Nottingham, while proceeding through ice, two blades of the steamer's propeller were broken, and it was necessary to replace it with a new one on board, but this was performed without causing any delay, being accomplished while the station buildings were in course of erection. At Digg's Island the party amused themselves: [814, 1296, 1061, 1550]
section-subheading: DIED.: [394, 1089, 422, 1101]
article-headline: NEW RUSSIAN RELIGIOUS SECT.: [561, 532, 784, 547]
article-paragraph: Man proposes, but God directs and controls the affairs of men, and eventually causes the wrath or wickedness of man to praise Him!: [1355, 724, 1845, 734]
column-rule: [540, 129, 541, 1960]
section-subheading: MET WITH A SERIOUS MISHAP.: [867, 1281, 1007, 1292]
table-cell-value: 171,729: [1823, 1039, 1852, 1049]
article-paragraph: of the Church of England, a choir singing the 142nd hymn. At the words, "We now commit this body to the deep," the end of the plank was gently raised and all that was mortal of Richard Henderson dropped into the ocean tomb. On the 24th the forward hold was arranged for Masonic purposes, and we wondered, but not entirely, on the 30th and the other on the 28th at 4 p.m., Col. Kennedy presiding. The 28th (Sunday) being fine and moderately calm, High Mass was celebrated under the forward hatch, and at 11 o'clock Capt. Denham conducted English Church service on the quarter deck. At 2 o'clock there was a sudden scramble for the deck (we were informed at the time) nearly every man with his mouth chock full of plum duff. It was "land ho!" from the look-out that caused the stampede. There, sure enough, before us stood in bold outline the palisades of the Portuguese coast, Cape St. Vincent.: [549, 130, 796, 303]
section-subheading: HO! FOR GIBRALTAR.: [359, 510, 457, 522]
article-paragraph: At 11:30 to-day (29th) we anchored off this city, and after dinner all hands were granted leave until six p.m., while the vessel is coaling. She takes on 500 tons and will sail between midnight and 1 a.m.: [549, 320, 796, 366]
article-subheadline: Journey of the Canadian contingent—Incidents of the Atlantic passage—Death of one of the band—A sea funeral—Arrival of the "Ocean King" off Gibraltar, &c.: [287, 151, 529, 187]
article-paragraph: Seigel's Operating Pills are the best family physic that has ever been discovered. They cleanse the bowels from all irritating substances, and leave them in a healthy condition. They cure costiveness.: [20, 776, 267, 821]
advertisement-text: —I consider your Remedy the best remedy in existence For Indigestion, kidney —Complaint "And nervous debility. I have just" Returned "From the south in a fruitless search for health, and find that your Bitters are doing me more Good! Than anything else; A month ago I was extremely "Emaciated!!!" And scarcely able to walk. Now I am Gaining strength! and "Flesh!" And hardly a day passes but what I am complimented on my improved appearance, and it is all due to Hop Bitters! J. Wickliffe Jackson, —Wilmington, Del.: [549, 1416, 796, 1519]
advertisement-text: is a highly concentrated extract of Sarsaparilla and other blood-purifying roots, combined with Iodide of Potassium and Iron, and is the safest, most reliable, and most economical blood-purifier that can be used. It invariably expels all blood poisons from the system, enriches and renews the blood, and restores its vitalizing power. It is the best known remedy for Scrofula and all Scrofulous Complaints, Erysipelas, Eczema, Ringworm, Blotches, Sores, Boils, Tumors, and Eruptions of the Skin, as also for all disorders caused by a thin and impoverished, or corrupted, condition of the blood, such as Rheumatism, Neuralgia, Rheumatic Gout, General Debility, and Scrofulous Catarrh.: [1350, 238, 1846, 306]
section-divider: [1163, 1604, 1241, 1605]
table-cell-label: $4: [1343, 1027, 1352, 1037]
ayer-advertisement: [1343, 129, 1853, 399]
article-headline: AN ALARMING DISEASE AFFLICTING A NUMEROUS CLASS.: [24, 133, 262, 163]
article-headline: AMERICAN ORATORS FOR ACROSS THE WATER.: [22, 1328, 264, 1358]
article-paragraph: Even the framer of that unholy will, the Hon. John J. C. Abbott, has since publicly acknowledged that the true intentions of the testator were subverted; that the real expressed intentions, to leave the bulk of his property to the nuns at Lachine, are not contained in that Abbottical will, to establish this unhallowed Fraser Institute! Is there another one like it? I knew it! The whole truth will yet be known! The last dying words of James Smith (Hugh Fraser's notary) may yet come true, namely: That "John Abbott will come to grief for all this.": [1343, 750, 1853, 807]
section-divider: [1559, 937, 1637, 938]
table-row: [1343, 1013, 1853, 1025]
article-paragraph: My Dear Sir,—Your Syrup and Pills are still very popular with my customers, many saying they are the best family medicine possible.: [20, 1144, 267, 1178]
table-row: [1343, 1063, 1853, 1076]
article-paragraph: The fives, tens, and twenty dollars are also slowly disappearing, there being out of these now $57,150 against $66,495 in September, 1883.: [1343, 1148, 1853, 1170]
article-paragraph: Mr. Donnelly has kept his secret from all but a few personal friends, and it is not now his intention to have revealed his discovery until he had worked out the whole story, and until his book containing it was ready for publication; but he has recently been nominated for Congress in the 3d District of Minnesota, and will be engaged in the canvass for some time to come, and he has deemed it wise to make public the fact of his discovery in a general way. On the advice of his friends, therefore, he has consented to file a caveat, so far as to permit the announcement of the fact that such a cipher has unquestionably been found.: [1078, 1422, 1325, 1537]
table-row: [1343, 1025, 1853, 1038]
page-number: 6: [43, 63, 56, 91]
ad-maker: Dr. J. C. Ayer & Co., Lowell, Mass.: [1486, 361, 1709, 378]
newspaper-title: THE TRUE WITNESS AND CATHOLIC CHRONICLE.: [389, 60, 1485, 105]
article-paragraph: A detour of the bay was made, the steamer going seventy miles around the island to Rowe's Welcome. On September 2nd she anchored in the outer harbor at Marble Island, where a short stay was made, not for the purpose of constructing an observatory, but to make a short inspection of interesting points. The harbour is a peculiarly shaped one, being land locked, and is not over three-quarters of a mile in length. Near the shore is a grave-yard for those who perish on whaling expeditions to the bay or who die on vessels there; and the names of those buried there are painted on the tombstones, which number about twenty or thirty monuments of peculiar construction have been placed over the mounds, some of which merely represent the death of certain men, the remains of whom rest beneath the waters. After an interesting and profitable examination of Marble Island, the party left for Churchill, a settlement of the Hudson's Bay Company, on the west coast at the entrance to Churchill River. There Lieut. Gordon arranged with Mr. Spencer, chief trader, to have proper observations taken. York factory, another company station at the mouth of the Hudson and Hays rivers, was then made, and the party remained two days. Here there is no harbor, and the Neptune had to anchor outside, but arrangements were made with Mr. Woodman, in charge, for a continuation of the observations he has been regularly making for some time past. York factory was left behind on September 12th, and the Neptune was headed homeward. At the entrance to the straits on Digg's Island, off Cape Wilson, the next station was placed and named Laperriere Harbour. Another attempt was made to reach Resolution Island, which could not be accomplished on the outward voyage, but again was sooner expected and the vessel almost: [814, 943, 1061, 1278]
masthead: [20, 16, 1855, 116]
article-paragraph: The specie held by the several assistant Receivers-General on the 30th September was $3,405,303, and the guaranteed debentures $2,250,000, making a total of $5,655,303.: [1343, 1173, 1853, 1195]
letter-signature: (Signed) W. Bowker.: [192, 1277, 267, 1287]
ad-product-title: Sarsaparilla: [1350, 191, 1846, 233]
article-subheadline: INTERESTING ACCOUNT OF THE VOYAGE OF THE NEPTUNE—NAMES OF THE STATIONS ESTABLISHED.: [816, 151, 1058, 174]
table-row: [1343, 1051, 1853, 1063]
section-divider: [633, 524, 712, 525]
article-headline: EN ROUTE TO EGYPT.: [333, 133, 483, 147]
article-paragraph: London, Oct. 15.—A religious revolution is threatened in Russia. The White Czar has for many generations been recognized as the religious as well as the political head of the Russian people. The autocracy of Russia is the pope as well as the king. No bishop or metropolitan can hold his office without the seal of the Czar, and the Czarina at a coronation kneels to the Czar, not in his capacity as Emperor, but as the Vice Regent of God. Now, however, a sect of dissenters has risen which threatens the overthrow of this belief in divine selection. The dissenters have their headquarters in Moscow and they have thousands of adherents through the empire. They are not Nihilists, and they do not seek to subvert the existing Government. They simply discard the religious ritual used by the loyalists and they deny the religious supremacy of the Czar. It is stated, however, that they are committing acts of fanaticism, which will make them subject to the severe penal laws of Russia, and that they will be thus crushed out of existence as other religious rebels have been.: [549, 550, 796, 746]
column-4: [814, 129, 1061, 1960]
column-rule: [1334, 129, 1335, 1960]
article-headline: HUDSON'S BAY EXPEDITION.: [838, 133, 1037, 147]
lace-making-advertisement: [1343, 406, 1853, 502]
letter-signature: Yours respectfully, (Signed) R. Turner.: [126, 763, 267, 773]
article-paragraph: To A. J. White, Esq. A. J. WHITE, (limited) 67 St. James street, Montreal.: [20, 1290, 267, 1312]
letter-signature: I am, Sir, yours truly, William Brent.: [133, 885, 267, 896]
